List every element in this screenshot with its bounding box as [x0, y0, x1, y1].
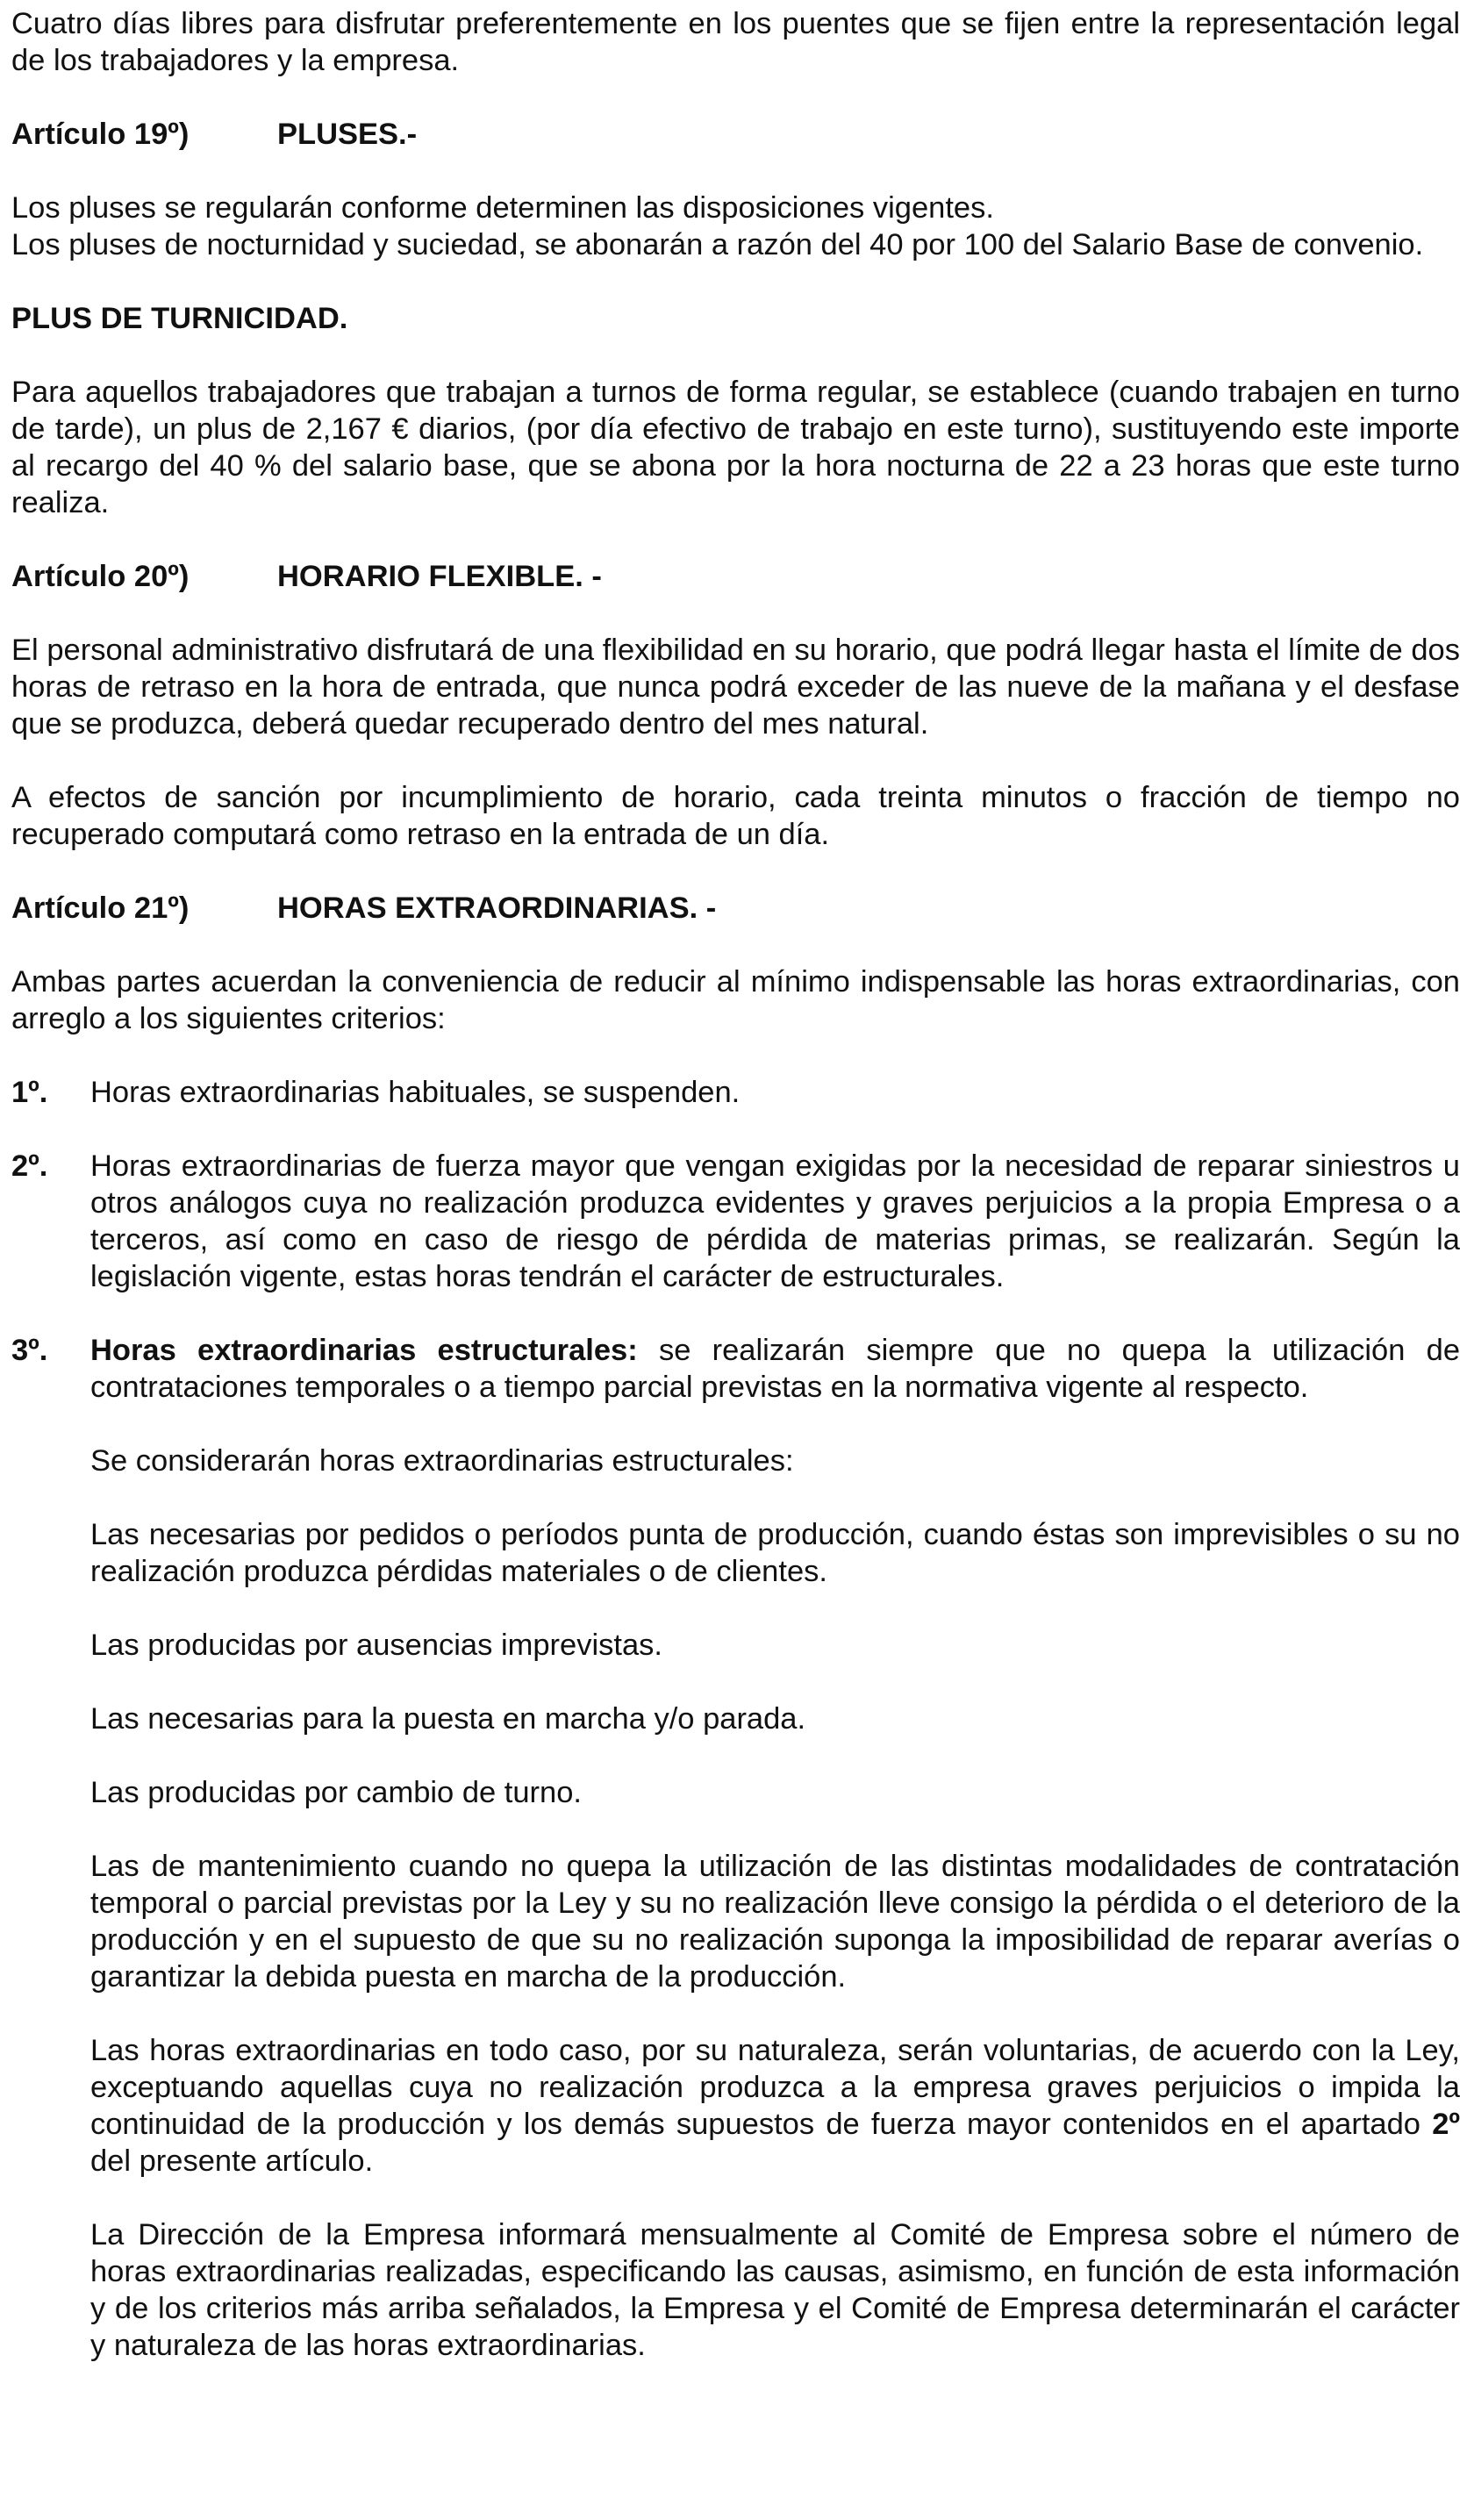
structural-case: Las producidas por ausencias imprevistas. — [90, 1629, 662, 1662]
list-item — [11, 1148, 1460, 1295]
list-item-body — [90, 1332, 1460, 1406]
structural-case: Las de mantenimiento cuando no quepa la utilización de las distintas modalidades de contratación temporal o parcial previstas por la Ley y su no realización lleve consigo la pérdida o el deterioro de la producción y en el supuesto de que su no realización suponga la imposibilidad de reparar averías o garantizar la debida puesta en marcha de la producción. — [90, 1850, 1460, 1994]
voluntary-text-end: del presente artículo. — [90, 2144, 374, 2178]
list-item — [11, 1332, 1460, 1406]
list-item-marker: 2º. — [11, 1149, 48, 1183]
article-19-number: Artículo 19º) — [11, 118, 190, 151]
structural-intro: Se considerarán horas extraordinarias estructurales: — [90, 1444, 794, 1478]
list-item-marker: 3º. — [11, 1334, 48, 1367]
voluntary-paragraph — [90, 2032, 1460, 2180]
article-21-paragraph-1: Ambas partes acuerdan la conveniencia de reducir al mínimo indispensable las horas extraordinarias, con arreglo a los siguientes criterios: — [11, 965, 1460, 1035]
article-19-paragraph-1: Los pluses se regularán conforme determinen las disposiciones vigentes. — [11, 191, 994, 225]
structural-case: Las necesarias para la puesta en marcha y/o parada. — [90, 1702, 806, 1736]
turnicidad-paragraph: Para aquellos trabajadores que trabajan a turnos de forma regular, se establece (cuando trabajen en turno de tarde), un plus de 2,167 € diarios, (por día efectivo de trabajo en este turno), sustituyendo este importe al recargo del 40 % del salario base, que se abona por la hora nocturna de 22 a 23 horas que este turno realiza. — [11, 376, 1460, 519]
article-21-title: HORAS EXTRAORDINARIAS. - — [277, 891, 717, 925]
article-20-title: HORARIO FLEXIBLE. - — [277, 560, 602, 593]
list-item-text: Horas extraordinarias de fuerza mayor que vengan exigidas por la necesidad de reparar siniestros u otros análogos cuya no realización produzca evidentes y graves perjuicios a la propia Empresa o a terceros, así como en caso de riesgo de pérdida de materias primas, se realizarán. Según la legislación vigente, estas horas tendrán el carácter de estructurales. — [90, 1149, 1460, 1293]
voluntary-text: Las horas extraordinarias en todo caso, por su naturaleza, serán voluntarias, de acuerdo con la Ley, exceptuando aquellas cuya no realización produzca a la empresa graves perjuicios o impida la continuidad de la producción y los demás supuestos de fuerza mayor contenidos en el apartado — [90, 2034, 1460, 2141]
list-item-bold-lead: Horas extraordinarias estructurales: — [90, 1334, 638, 1367]
article-20-paragraph-2: A efectos de sanción por incumplimiento de horario, cada treinta minutos o fracción de tiempo no recuperado computará como retraso en la entrada de un día. — [11, 781, 1460, 851]
article-20-number: Artículo 20º) — [11, 560, 190, 593]
list-item-text: Horas extraordinarias habituales, se suspenden. — [90, 1076, 741, 1109]
article-19-title: PLUSES.- — [277, 118, 418, 151]
list-item-marker: 1º. — [11, 1076, 48, 1109]
article-19-paragraph-2: Los pluses de nocturnidad y suciedad, se abonarán a razón del 40 por 100 del Salario Base de convenio. — [11, 228, 1424, 261]
article-19-heading — [11, 116, 1460, 153]
article-21-number: Artículo 21º) — [11, 891, 190, 925]
final-paragraph: La Dirección de la Empresa informará mensualmente al Comité de Empresa sobre el número de horas extraordinarias realizadas, especificando las causas, asimismo, en función de esta información y de los criterios más arriba señalados, la Empresa y el Comité de Empresa determinarán el carácter y naturaleza de las horas extraordinarias. — [90, 2218, 1460, 2362]
list-item — [11, 1074, 1460, 1111]
list-item-text: se realizarán siempre que no quepa la utilización de contrataciones temporales o a tiempo parcial previstas en la normativa vigente al respecto. — [90, 1334, 1461, 1404]
structural-case: Las producidas por cambio de turno. — [90, 1776, 583, 1809]
article-21-heading — [11, 890, 1460, 927]
article-20-heading — [11, 558, 1460, 595]
structural-case: Las necesarias por pedidos o períodos punta de producción, cuando éstas son imprevisibles o su no realización produzca pérdidas materiales o de clientes. — [90, 1518, 1460, 1588]
turnicidad-heading: PLUS DE TURNICIDAD. — [11, 302, 348, 335]
intro-paragraph: Cuatro días libres para disfrutar preferentemente en los puentes que se fijen entre la representación legal de los trabajadores y la empresa. — [11, 7, 1460, 77]
article-20-paragraph-1: El personal administrativo disfrutará de una flexibilidad en su horario, que podrá llegar hasta el límite de dos horas de retraso en la hora de entrada, que nunca podrá exceder de las nueve de la mañana y el desfase que se produzca, deberá quedar recuperado dentro del mes natural. — [11, 634, 1460, 741]
voluntary-reference: 2º — [1432, 2108, 1460, 2141]
